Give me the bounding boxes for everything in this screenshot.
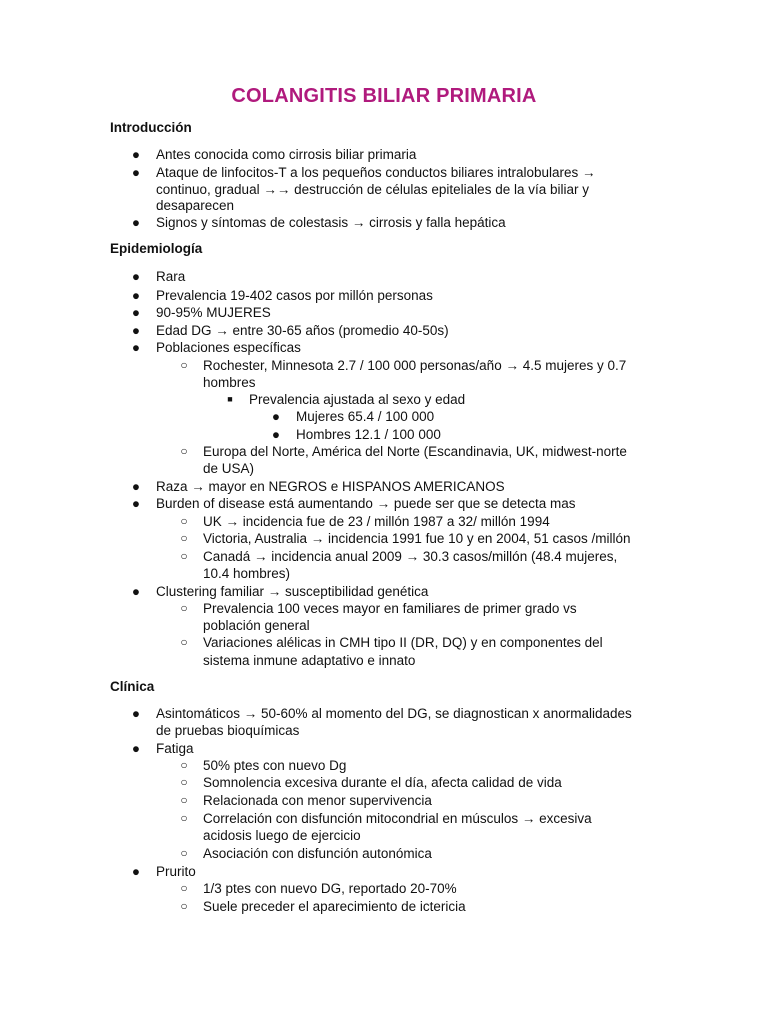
list-item: Raza → mayor en NEGROS e HISPANOS AMERICANOS [156, 479, 505, 494]
list-item: Suele preceder el aparecimiento de ictericia [203, 899, 466, 914]
circle-bullet-icon: ○ [180, 549, 188, 563]
list-item: Prevalencia ajustada al sexo y edad [249, 392, 466, 407]
list-item: Asintomáticos → 50-60% al momento del DG, se diagnostican x anormalidades [156, 706, 632, 721]
list-item: Variaciones alélicas in CMH tipo II (DR, DQ) y en componentes del [203, 635, 603, 650]
list-item: 1/3 ptes con nuevo DG, reportado 20-70% [203, 881, 457, 896]
list-item: Rara [156, 269, 186, 284]
circle-bullet-icon: ○ [180, 758, 188, 772]
circle-bullet-icon: ○ [180, 899, 188, 913]
list-item: Burden of disease está aumentando → puede ser que se detecta mas [156, 496, 576, 511]
circle-bullet-icon: ○ [180, 601, 188, 615]
bullet-icon: ● [131, 496, 141, 511]
list-item-continuation: continuo, gradual →→ destrucción de células epiteliales de la vía biliar y [156, 182, 589, 197]
bullet-icon: ● [131, 741, 141, 756]
list-item-continuation: 10.4 hombres) [203, 566, 291, 581]
list-item: Somnolencia excesiva durante el día, afecta calidad de vida [203, 775, 562, 790]
circle-bullet-icon: ○ [180, 811, 188, 825]
list-item: Europa del Norte, América del Norte (Escandinavia, UK, midwest-norte [203, 444, 627, 459]
list-item: Canadá → incidencia anual 2009 → 30.3 casos/millón (48.4 mujeres, [203, 549, 618, 564]
bullet-icon: ● [271, 409, 281, 424]
list-item: Prevalencia 19-402 casos por millón personas [156, 288, 433, 303]
section-heading-epidemiologia: Epidemiología [110, 241, 203, 256]
bullet-icon: ● [131, 706, 141, 721]
bullet-icon: ● [131, 479, 141, 494]
circle-bullet-icon: ○ [180, 846, 188, 860]
list-item-continuation: acidosis luego de ejercicio [203, 828, 361, 843]
list-item: Clustering familiar → susceptibilidad genética [156, 584, 429, 599]
circle-bullet-icon: ○ [180, 793, 188, 807]
circle-bullet-icon: ○ [180, 531, 188, 545]
section-heading-introduccion: Introducción [110, 120, 192, 135]
list-item: Prevalencia 100 veces mayor en familiares de primer grado vs [203, 601, 577, 616]
list-item-continuation: de USA) [203, 461, 255, 476]
bullet-icon: ● [271, 427, 281, 442]
bullet-icon: ● [131, 165, 141, 180]
circle-bullet-icon: ○ [180, 358, 188, 372]
bullet-icon: ● [131, 305, 141, 320]
list-item: Ataque de linfocitos-T a los pequeños conductos biliares intralobulares → [156, 165, 596, 180]
circle-bullet-icon: ○ [180, 635, 188, 649]
list-item: Prurito [156, 864, 196, 879]
square-bullet-icon: ■ [227, 394, 233, 404]
list-item: Fatiga [156, 741, 194, 756]
circle-bullet-icon: ○ [180, 444, 188, 458]
list-item: Correlación con disfunción mitocondrial en músculos → excesiva [203, 811, 592, 826]
list-item-continuation: desaparecen [156, 198, 235, 213]
circle-bullet-icon: ○ [180, 775, 188, 789]
bullet-icon: ● [131, 147, 141, 162]
list-item-continuation: sistema inmune adaptativo e innato [203, 653, 416, 668]
section-heading-clinica: Clínica [110, 679, 155, 694]
circle-bullet-icon: ○ [180, 881, 188, 895]
document-title: COLANGITIS BILIAR PRIMARIA [231, 85, 537, 107]
circle-bullet-icon: ○ [180, 514, 188, 528]
bullet-icon: ● [131, 215, 141, 230]
list-item: UK → incidencia fue de 23 / millón 1987 a 32/ millón 1994 [203, 514, 550, 529]
list-item: Hombres 12.1 / 100 000 [296, 427, 441, 442]
bullet-icon: ● [131, 323, 141, 338]
list-item: Rochester, Minnesota 2.7 / 100 000 personas/año → 4.5 mujeres y 0.7 [203, 358, 627, 373]
bullet-icon: ● [131, 269, 141, 284]
list-item-continuation: población general [203, 618, 310, 633]
list-item: 90-95% MUJERES [156, 305, 271, 320]
bullet-icon: ● [131, 864, 141, 879]
list-item: Signos y síntomas de colestasis → cirrosis y falla hepática [156, 215, 506, 230]
list-item: Relacionada con menor supervivencia [203, 793, 432, 808]
list-item: 50% ptes con nuevo Dg [203, 758, 347, 773]
bullet-icon: ● [131, 288, 141, 303]
bullet-icon: ● [131, 340, 141, 355]
list-item: Victoria, Australia → incidencia 1991 fue 10 y en 2004, 51 casos /millón [203, 531, 631, 546]
bullet-icon: ● [131, 584, 141, 599]
list-item: Poblaciones específicas [156, 340, 301, 355]
list-item: Asociación con disfunción autonómica [203, 846, 432, 861]
list-item-continuation: hombres [203, 375, 256, 390]
list-item: Mujeres 65.4 / 100 000 [296, 409, 435, 424]
list-item: Antes conocida como cirrosis biliar primaria [156, 147, 417, 162]
list-item-continuation: de pruebas bioquímicas [156, 723, 300, 738]
list-item: Edad DG → entre 30-65 años (promedio 40-50s) [156, 323, 449, 338]
